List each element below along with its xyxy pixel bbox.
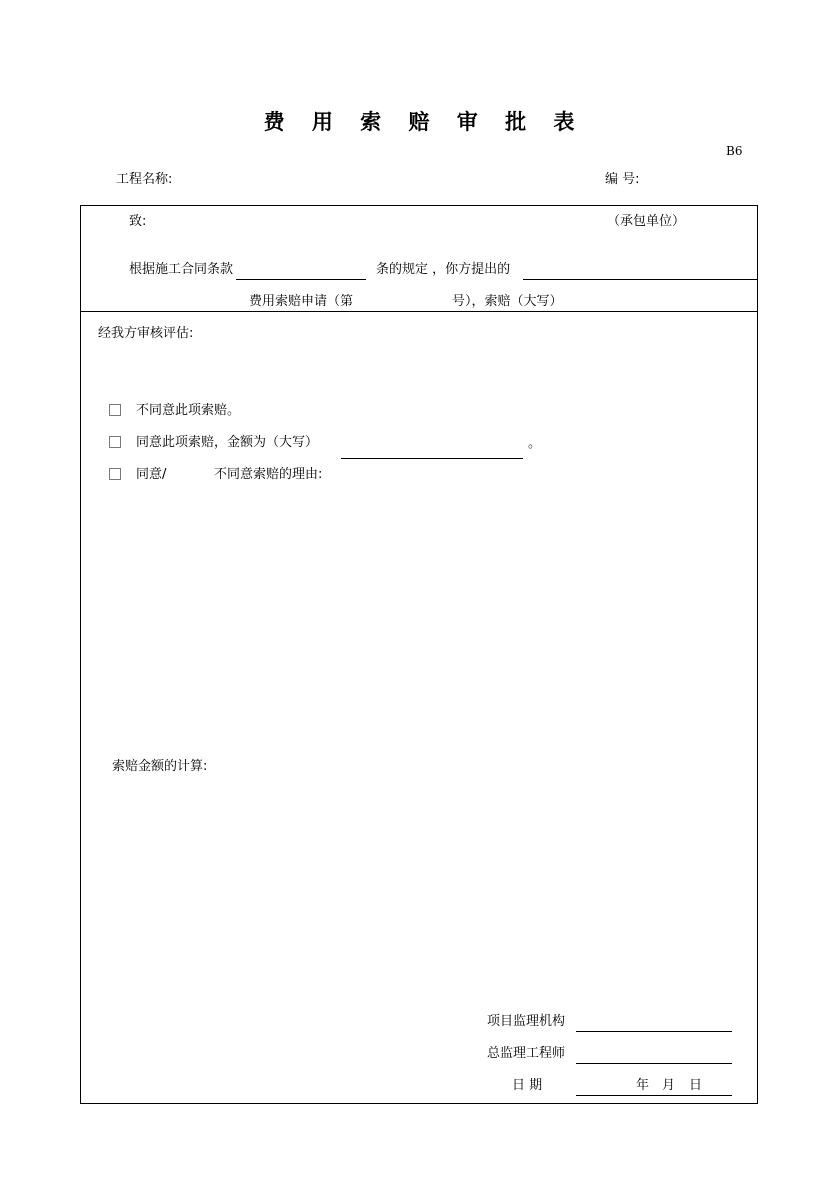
number-label: 编 号: bbox=[605, 172, 640, 187]
date-field[interactable] bbox=[576, 1095, 732, 1096]
claim-application-prefix: 费用索赔申请（第 bbox=[249, 294, 354, 309]
date-label: 日 期 bbox=[512, 1078, 543, 1093]
approved-amount-field[interactable] bbox=[341, 458, 523, 459]
year-label: 年 bbox=[636, 1078, 650, 1093]
month-label: 月 bbox=[662, 1078, 676, 1093]
chief-engineer-label: 总监理工程师 bbox=[487, 1046, 566, 1061]
day-label: 日 bbox=[689, 1078, 703, 1093]
contract-clause-prefix: 根据施工合同条款 bbox=[129, 262, 234, 277]
period-mark: 。 bbox=[528, 436, 542, 451]
section-divider bbox=[80, 311, 758, 312]
reason-label-disagree: 不同意索赔的理由: bbox=[214, 467, 323, 482]
contract-clause-middle: 条的规定 ，你方提出的 bbox=[376, 262, 511, 277]
form-code: B6 bbox=[726, 144, 743, 158]
disagree-label: 不同意此项索赔。 bbox=[136, 403, 241, 418]
clause-number-field[interactable] bbox=[236, 279, 366, 280]
reason-label-agree: 同意/ bbox=[136, 467, 167, 482]
supervision-org-label: 项目监理机构 bbox=[487, 1014, 566, 1029]
agree-amount-label: 同意此项索赔，金额为（大写） bbox=[136, 435, 319, 450]
submitted-field-line1[interactable] bbox=[523, 279, 758, 280]
chief-engineer-field[interactable] bbox=[576, 1063, 732, 1064]
disagree-checkbox[interactable] bbox=[109, 404, 121, 416]
supervision-org-field[interactable] bbox=[576, 1031, 732, 1032]
agree-amount-checkbox[interactable] bbox=[109, 436, 121, 448]
form-title: 费 用 索 赔 审 批 表 bbox=[263, 110, 585, 134]
to-label: 致: bbox=[129, 214, 147, 229]
project-name-label: 工程名称: bbox=[116, 172, 173, 187]
claim-application-suffix: 号），索赔（大写） bbox=[452, 294, 563, 309]
reason-checkbox[interactable] bbox=[109, 468, 121, 480]
claim-calculation-label: 索赔金额的计算: bbox=[112, 759, 208, 774]
contractor-label: （承包单位） bbox=[607, 214, 686, 229]
review-label: 经我方审核评估: bbox=[98, 326, 194, 341]
